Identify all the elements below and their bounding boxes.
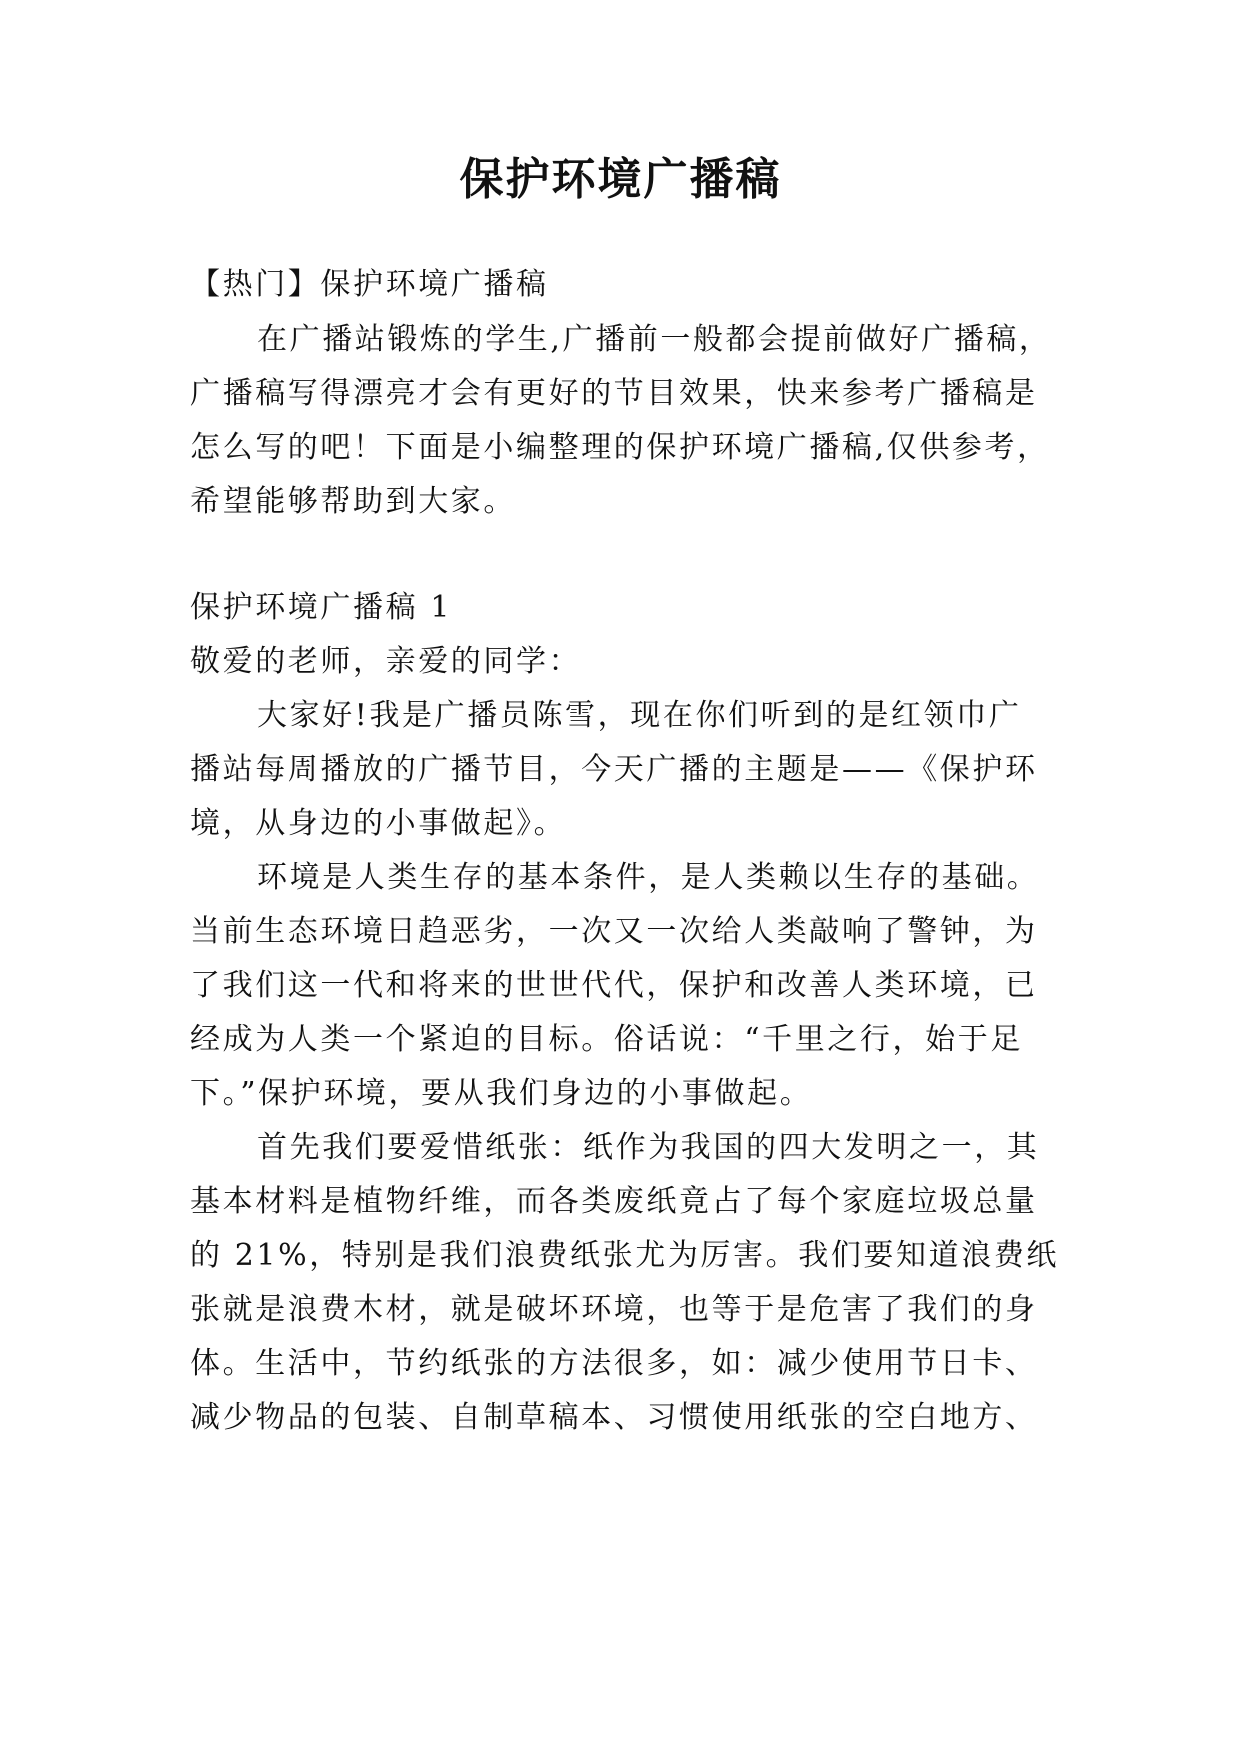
paragraph-line: 张就是浪费木材，就是破坏环境，也等于是危害了我们的身 <box>190 1292 1038 1327</box>
paragraph-line: 经成为人类一个紧迫的目标。俗话说：“千里之行，始于足 <box>190 1022 1023 1057</box>
intro-line: 在广播站锻炼的学生,广播前一般都会提前做好广播稿， <box>257 322 1052 357</box>
document-subtitle: 【热门】保护环境广播稿 <box>190 267 549 302</box>
intro-line: 希望能够帮助到大家。 <box>190 484 516 519</box>
paragraph-line: 当前生态环境日趋恶劣，一次又一次给人类敲响了警钟，为 <box>190 914 1038 949</box>
paragraph-line: 减少物品的包装、自制草稿本、习惯使用纸张的空白地方、 <box>190 1400 1038 1435</box>
paragraph-line: 下。”保护环境，要从我们身边的小事做起。 <box>190 1076 813 1111</box>
paragraph-line: 的 21%，特别是我们浪费纸张尤为厉害。我们要知道浪费纸 <box>190 1238 1060 1273</box>
paragraph-line: 基本材料是植物纤维，而各类废纸竟占了每个家庭垃圾总量 <box>190 1184 1038 1219</box>
section-title: 保护环境广播稿 1 <box>190 590 453 625</box>
paragraph-line: 了我们这一代和将来的世世代代，保护和改善人类环境，已 <box>190 968 1038 1003</box>
paragraph-line: 境，从身边的小事做起》。 <box>190 806 567 841</box>
paragraph-line: 播站每周播放的广播节目，今天广播的主题是——《保护环 <box>190 752 1038 787</box>
salutation: 敬爱的老师，亲爱的同学： <box>190 644 582 679</box>
paragraph-line: 环境是人类生存的基本条件，是人类赖以生存的基础。 <box>257 860 1040 895</box>
paragraph-line: 体。生活中，节约纸张的方法很多，如：减少使用节日卡、 <box>190 1346 1038 1381</box>
paragraph-line: 大家好!我是广播员陈雪，现在你们听到的是红领巾广 <box>257 698 1022 733</box>
intro-line: 怎么写的吧！下面是小编整理的保护环境广播稿,仅供参考， <box>190 430 1050 465</box>
intro-line: 广播稿写得漂亮才会有更好的节目效果，快来参考广播稿是 <box>190 376 1038 411</box>
document-title: 保护环境广播稿 <box>459 154 782 205</box>
paragraph-line: 首先我们要爱惜纸张：纸作为我国的四大发明之一，其 <box>257 1130 1040 1165</box>
